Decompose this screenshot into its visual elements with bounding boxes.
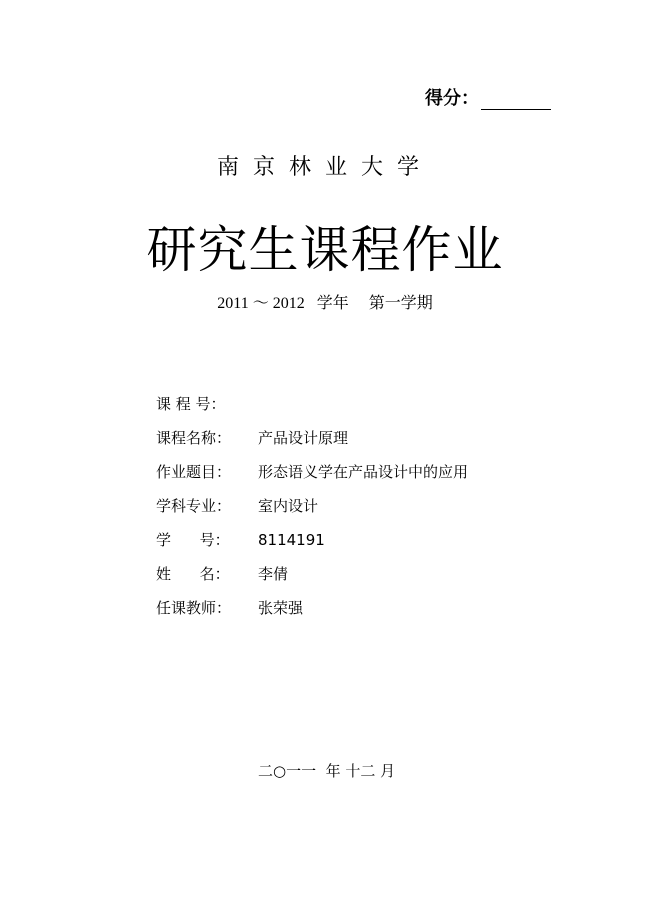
field-value: 产品设计原理 [258,429,349,447]
field-value: 形态语义学在产品设计中的应用 [258,463,469,481]
field-value: 8114191 [258,531,325,549]
field-value: 张荣强 [258,599,304,617]
field-row-major [156,496,468,530]
field-row-course-name [156,428,468,462]
field-label: 学科专业： [156,497,232,515]
info-fields [156,394,468,632]
field-value: 李倩 [258,565,289,583]
score-block [425,84,551,110]
submission-date: 二○一一 年 十二 月 [258,762,396,780]
field-value: 室内设计 [258,497,319,515]
academic-term: 2011 ～ 2012 学年 第一学期 [217,295,433,312]
field-row-instructor [156,598,468,632]
field-row-name [156,564,468,598]
field-label: 姓 名： [156,565,230,583]
field-label: 作业题目： [156,463,232,481]
score-blank-line [481,89,551,110]
field-label: 课程名称： [156,429,232,447]
page-title: 研究生课程作业 [146,221,504,279]
university-name: 南京林业大学 [216,155,433,180]
field-row-student-id [156,530,468,564]
score-label: 得分： [425,88,479,109]
field-label: 课 程 号： [156,395,226,413]
field-label: 学 号： [156,531,230,549]
field-row-assignment-title [156,462,468,496]
field-row-course-number [156,394,468,428]
field-label: 任课教师： [156,599,232,617]
